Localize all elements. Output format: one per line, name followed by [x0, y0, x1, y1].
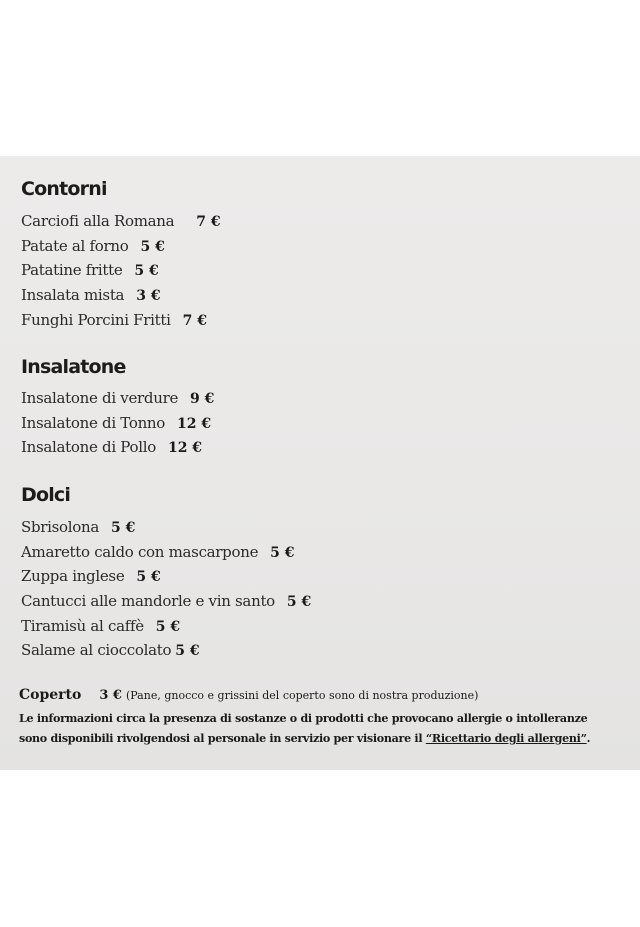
- item-price: 5 €: [136, 569, 161, 586]
- item-price: 5 €: [286, 594, 312, 611]
- menu-item: [21, 283, 221, 308]
- item-name: Patatine fritte: [21, 261, 123, 280]
- item-price: 7 €: [182, 312, 207, 329]
- dolci-list: [21, 515, 311, 663]
- contorni-list: [21, 209, 221, 332]
- item-price: 5 €: [175, 643, 200, 660]
- allergen-info: [19, 709, 590, 749]
- menu-item: [21, 209, 221, 234]
- menu-item: [21, 515, 311, 540]
- menu-item: [21, 614, 311, 639]
- coperto-price: 3 €: [99, 688, 122, 703]
- item-price: 5 €: [270, 544, 295, 561]
- item-price: 5 €: [134, 263, 159, 280]
- item-price: 5 €: [140, 238, 165, 255]
- item-price: 7 €: [196, 214, 221, 230]
- menu-item: [21, 589, 311, 614]
- item-name: Patate al forno: [21, 236, 129, 255]
- item-name: Insalatone di verdure: [21, 389, 179, 407]
- item-price: 12 €: [177, 415, 212, 432]
- menu-item: [21, 258, 221, 283]
- item-price: 5 €: [155, 618, 181, 635]
- item-price: 5 €: [111, 520, 136, 536]
- menu-item: [21, 308, 221, 333]
- item-name: Amaretto caldo con mascarpone: [21, 542, 259, 561]
- section-title-contorni: Contorni: [21, 178, 107, 200]
- menu-item: [21, 564, 311, 589]
- item-name: Insalatone di Pollo: [21, 438, 156, 457]
- allergen-info-line1: Le informazioni circa la presenza di sostanze o di prodotti che provocano allergie o intolleranze: [19, 712, 588, 725]
- item-price: 12 €: [167, 440, 203, 457]
- item-price: 9 €: [190, 391, 215, 407]
- allergen-recipe-book-link: “Ricettario degli allergeni”: [425, 732, 587, 745]
- menu-item: [21, 638, 311, 663]
- item-name: Zuppa inglese: [21, 567, 125, 586]
- menu-item: [21, 234, 221, 259]
- menu-item: [21, 540, 311, 565]
- coperto-line: [19, 684, 478, 703]
- coperto-note: (Pane, gnocco e grissini del coperto sono di nostra produzione): [125, 689, 479, 702]
- item-price: 3 €: [136, 288, 161, 305]
- item-name: Sbrisolona: [21, 518, 100, 536]
- insalatone-list: [21, 386, 214, 460]
- item-name: Insalata mista: [21, 286, 125, 305]
- item-name: Salame al cioccolato: [21, 641, 172, 660]
- menu-item: [21, 386, 214, 411]
- section-title-insalatone: Insalatone: [21, 356, 126, 378]
- item-name: Tiramisù al caffè: [21, 616, 144, 635]
- allergen-info-end: .: [586, 732, 591, 745]
- item-name: Cantucci alle mandorle e vin santo: [21, 592, 275, 611]
- menu-item: [21, 435, 214, 460]
- coperto-label: Coperto: [19, 687, 82, 703]
- section-title-dolci: Dolci: [21, 484, 71, 506]
- allergen-info-line2: sono disponibili rivolgendosi al personale in servizio per visionare il: [19, 732, 423, 745]
- item-name: Funghi Porcini Fritti: [21, 310, 171, 329]
- item-name: Carciofi alla Romana: [21, 212, 175, 230]
- menu-item: [21, 411, 214, 436]
- item-name: Insalatone di Tonno: [21, 413, 166, 432]
